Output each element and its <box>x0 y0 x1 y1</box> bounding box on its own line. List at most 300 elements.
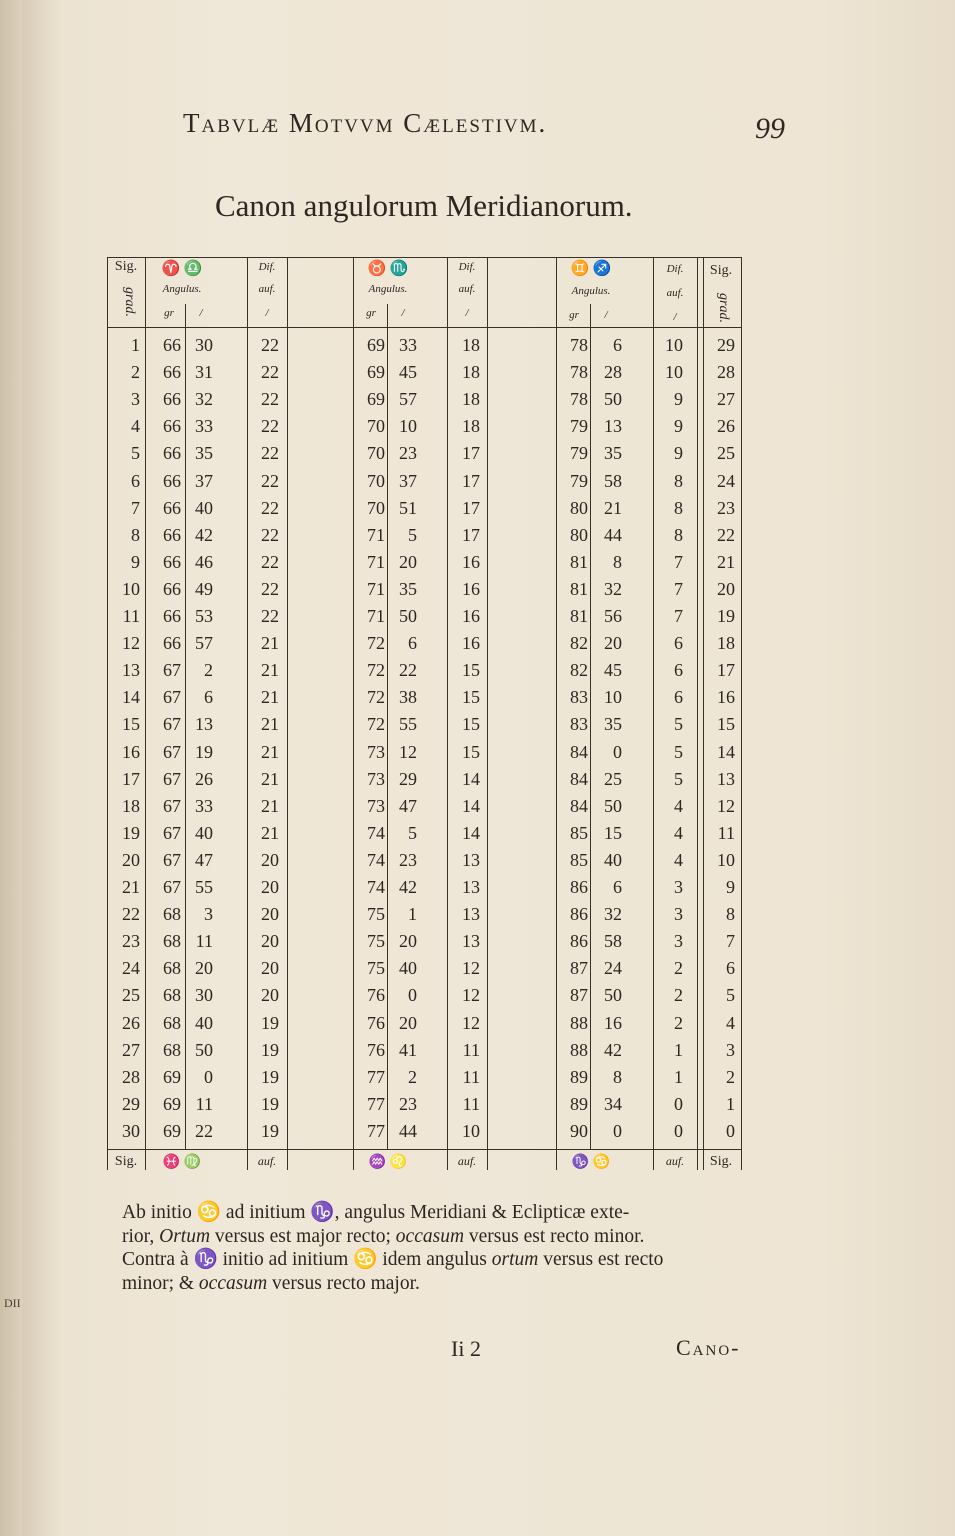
table-cell-g: 12 <box>122 633 140 654</box>
table-cell-a2: 76 <box>367 1039 385 1060</box>
table-cell-m1: 6 <box>204 687 213 708</box>
header-min-dif-1: / <box>265 307 269 319</box>
table-cell-a2: 77 <box>367 1093 385 1114</box>
table-cell-d1: 22 <box>261 470 279 491</box>
table-cell-a3: 82 <box>570 633 588 654</box>
table-cell-g: 30 <box>122 1120 140 1141</box>
table-cell-a1: 69 <box>163 1066 181 1087</box>
table-cell-m2: 35 <box>399 578 417 599</box>
footer-sig-left: Sig. <box>114 1154 138 1169</box>
table-cell-d2: 18 <box>462 335 480 355</box>
table-cell-m3: 44 <box>604 524 622 545</box>
header-angulus-3: Angulus. <box>571 285 611 297</box>
table-cell-a3: 78 <box>570 335 588 355</box>
table-cell-a3: 79 <box>570 443 588 464</box>
table-cell-d1: 19 <box>261 1093 279 1114</box>
table-cell-m3: 10 <box>604 687 622 708</box>
table-cell-d2: 11 <box>462 1093 480 1114</box>
table-cell-d3: 4 <box>674 795 683 816</box>
table-bottom-rule <box>107 1149 741 1150</box>
table-cell-m3: 8 <box>613 551 622 572</box>
table-cell-a2: 72 <box>367 687 385 708</box>
table-cell-a2: 69 <box>367 335 385 355</box>
table-cell-a1: 67 <box>163 687 181 708</box>
table-cell-m3: 32 <box>604 904 622 925</box>
table-cell-r: 14 <box>717 741 735 762</box>
table-cell-m1: 40 <box>195 1012 213 1033</box>
table-cell-d2: 18 <box>462 389 480 410</box>
table-cell-d1: 22 <box>261 443 279 464</box>
table-cell-g: 21 <box>122 877 140 897</box>
table-cell-m1: 55 <box>195 877 213 897</box>
table-cell-g: 20 <box>122 849 140 870</box>
table-cell-m1: 3 <box>204 904 213 925</box>
table-cell-d2: 16 <box>462 551 480 572</box>
table-cell-r: 9 <box>726 877 735 897</box>
table-cell-a3: 79 <box>570 470 588 491</box>
angle-subcolumn-rule <box>590 304 591 1150</box>
table-cell-d2: 13 <box>462 931 480 952</box>
table-cell-g: 5 <box>131 443 140 464</box>
table-cell-a1: 66 <box>163 470 181 491</box>
header-min-dif-3: / <box>673 311 677 323</box>
table-cell-a3: 84 <box>570 741 588 762</box>
table-cell-r: 21 <box>717 551 735 572</box>
header-signs-taurus-scorpio: ♉ ♏ <box>367 261 409 277</box>
table-cell-a2: 72 <box>367 660 385 681</box>
table-cell-r: 24 <box>717 470 735 491</box>
table-cell-a3: 79 <box>570 416 588 437</box>
footer-signs-capricorn-cancer: ♑ ♋ <box>571 1155 611 1170</box>
table-cell-r: 16 <box>717 687 735 708</box>
table-cell-a3: 86 <box>570 904 588 925</box>
table-cell-m3: 35 <box>604 443 622 464</box>
table-cell-a2: 69 <box>367 362 385 383</box>
table-cell-a3: 86 <box>570 931 588 952</box>
table-cell-g: 23 <box>122 931 140 952</box>
header-dif-3: Dif. <box>666 263 684 275</box>
table-cell-d2: 13 <box>462 904 480 925</box>
table-cell-a3: 85 <box>570 849 588 870</box>
table-cell-d1: 20 <box>261 877 279 897</box>
note-text: versus recto major. <box>267 1272 420 1294</box>
table-cell-d1: 22 <box>261 362 279 383</box>
note-italic: Ortum <box>159 1225 211 1247</box>
table-cell-m1: 11 <box>195 931 213 952</box>
table-cell-m1: 47 <box>195 849 213 870</box>
table-cell-a2: 71 <box>367 578 385 599</box>
table-cell-d1: 22 <box>261 416 279 437</box>
table-cell-g: 19 <box>122 822 140 843</box>
note-text: rior, <box>122 1225 160 1247</box>
table-cell-a2: 74 <box>367 822 385 843</box>
header-min-3: / <box>604 309 608 321</box>
table-cell-a1: 68 <box>163 958 181 979</box>
table-cell-m3: 0 <box>613 1120 622 1141</box>
table-cell-d3: 5 <box>674 714 683 735</box>
table-cell-d3: 1 <box>674 1066 683 1087</box>
header-min-dif-2: / <box>465 307 469 319</box>
table-cell-d1: 22 <box>261 389 279 410</box>
table-cell-g: 17 <box>122 768 140 789</box>
header-min-1: / <box>199 307 203 319</box>
table-cell-a1: 66 <box>163 524 181 545</box>
note-text: versus est recto <box>538 1249 664 1270</box>
table-cell-m3: 58 <box>604 931 622 952</box>
table-cell-a1: 68 <box>163 931 181 952</box>
table-cell-m1: 2 <box>204 660 213 681</box>
table-cell-a3: 81 <box>570 551 588 572</box>
table-cell-d2: 11 <box>462 1039 480 1060</box>
table-title: Canon angulorum Meridianorum. <box>215 188 633 223</box>
table-cell-d3: 3 <box>674 904 683 925</box>
table-cell-d2: 11 <box>462 1066 480 1087</box>
table-cell-a2: 74 <box>367 849 385 870</box>
header-grad-left: grad. <box>122 287 137 317</box>
table-cell-r: 19 <box>717 606 735 626</box>
table-cell-a1: 67 <box>163 768 181 789</box>
table-cell-a1: 69 <box>163 1120 181 1141</box>
table-cell-d1: 19 <box>261 1120 279 1141</box>
header-gr-1: gr <box>164 307 174 319</box>
footer-sig-right: Sig. <box>709 1154 733 1169</box>
table-cell-m2: 20 <box>399 1012 417 1033</box>
table-cell-a1: 66 <box>163 389 181 410</box>
table-cell-a2: 72 <box>367 714 385 735</box>
table-cell-d1: 22 <box>261 606 279 626</box>
table-cell-m3: 6 <box>613 877 622 897</box>
table-cell-d1: 21 <box>261 795 279 816</box>
table-cell-a1: 66 <box>163 578 181 599</box>
table-cell-d2: 10 <box>462 1120 480 1141</box>
table-cell-g: 4 <box>131 416 140 437</box>
table-cell-a2: 76 <box>367 985 385 1006</box>
table-cell-m2: 6 <box>408 633 417 654</box>
table-cell-d2: 15 <box>462 741 480 762</box>
table-cell-d1: 19 <box>261 1012 279 1033</box>
table-cell-d2: 16 <box>462 606 480 626</box>
table-cell-d1: 20 <box>261 958 279 979</box>
table-cell-d3: 9 <box>674 443 683 464</box>
table-cell-d1: 22 <box>261 335 279 355</box>
table-cell-r: 23 <box>717 497 735 518</box>
table-cell-a1: 66 <box>163 633 181 654</box>
table-cell-a2: 70 <box>367 416 385 437</box>
signature-mark: Ii 2 <box>451 1336 481 1361</box>
table-column-rule <box>287 257 288 1170</box>
table-top-rule <box>107 257 741 258</box>
table-cell-a2: 76 <box>367 1012 385 1033</box>
table-cell-a2: 73 <box>367 741 385 762</box>
table-cell-m2: 51 <box>399 497 417 518</box>
table-cell-d3: 6 <box>674 633 683 654</box>
header-rule <box>107 327 741 328</box>
table-cell-m2: 40 <box>399 958 417 979</box>
table-cell-m1: 33 <box>195 416 213 437</box>
table-cell-g: 9 <box>131 551 140 572</box>
table-cell-m1: 31 <box>195 362 213 383</box>
table-cell-a1: 68 <box>163 1039 181 1060</box>
table-cell-d3: 3 <box>674 931 683 952</box>
table-cell-d2: 14 <box>462 822 480 843</box>
table-cell-d2: 12 <box>462 958 480 979</box>
table-cell-m1: 40 <box>195 822 213 843</box>
table-cell-d2: 15 <box>462 660 480 681</box>
facing-page-edge <box>0 0 23 1536</box>
note-text: versus est major recto; <box>210 1225 396 1247</box>
table-cell-g: 24 <box>122 958 140 979</box>
facing-page-fragment: DII <box>4 1296 21 1310</box>
table-cell-a3: 87 <box>570 985 588 1006</box>
table-cell-g: 14 <box>122 687 140 708</box>
table-cell-a3: 88 <box>570 1039 588 1060</box>
table-cell-m3: 28 <box>604 362 622 383</box>
footer-auf-3: auf. <box>665 1154 685 1168</box>
note-italic: occasum <box>198 1272 268 1294</box>
table-cell-m3: 42 <box>604 1039 622 1060</box>
table-cell-r: 7 <box>726 931 735 952</box>
table-cell-m3: 50 <box>604 985 622 1006</box>
table-cell-a3: 80 <box>570 524 588 545</box>
table-cell-d2: 15 <box>462 714 480 735</box>
table-cell-g: 10 <box>122 578 140 599</box>
table-cell-a1: 66 <box>163 497 181 518</box>
table-cell-m1: 26 <box>195 768 213 789</box>
table-cell-d1: 20 <box>261 904 279 925</box>
table-cell-g: 1 <box>131 335 140 355</box>
table-cell-m2: 45 <box>399 362 417 383</box>
table-cell-d3: 2 <box>674 985 683 1006</box>
header-auf-2: auf. <box>458 283 476 295</box>
table-cell-m1: 0 <box>204 1066 213 1087</box>
table-cell-m2: 42 <box>399 877 417 897</box>
table-cell-d2: 17 <box>462 497 480 518</box>
table-cell-a1: 68 <box>163 985 181 1006</box>
table-cell-m2: 29 <box>399 768 417 789</box>
table-cell-a2: 70 <box>367 497 385 518</box>
header-signs-gemini-sagittarius: ♊ ♐ <box>570 261 612 277</box>
table-cell-a2: 75 <box>367 904 385 925</box>
table-cell-r: 6 <box>726 958 735 979</box>
note-text: versus est recto minor. <box>464 1225 645 1247</box>
table-cell-a1: 68 <box>163 1012 181 1033</box>
header-grad-right: grad. <box>716 293 731 323</box>
table-cell-m2: 5 <box>408 822 417 843</box>
table-cell-g: 16 <box>122 741 140 762</box>
table-cell-d1: 21 <box>261 660 279 681</box>
table-column-rule <box>145 257 146 1170</box>
meridian-angle-table <box>107 257 741 1170</box>
table-cell-a3: 84 <box>570 795 588 816</box>
table-cell-d1: 21 <box>261 822 279 843</box>
table-cell-m3: 20 <box>604 633 622 654</box>
table-cell-d1: 21 <box>261 714 279 735</box>
table-cell-a1: 67 <box>163 795 181 816</box>
table-cell-a3: 80 <box>570 497 588 518</box>
table-cell-d3: 5 <box>674 741 683 762</box>
note-line-3 <box>122 1248 722 1272</box>
table-cell-d3: 9 <box>674 416 683 437</box>
table-cell-a3: 81 <box>570 578 588 599</box>
table-cell-d3: 1 <box>674 1039 683 1060</box>
table-cell-m2: 20 <box>399 931 417 952</box>
table-cell-m1: 46 <box>195 551 213 572</box>
table-cell-d3: 2 <box>674 1012 683 1033</box>
table-cell-d3: 8 <box>674 524 683 545</box>
table-cell-m2: 44 <box>399 1120 417 1141</box>
table-column-rule <box>741 257 742 1170</box>
table-cell-d3: 2 <box>674 958 683 979</box>
table-cell-g: 18 <box>122 795 140 816</box>
table-cell-d3: 7 <box>674 606 683 626</box>
table-cell-g: 25 <box>122 985 140 1006</box>
table-cell-m3: 40 <box>604 849 622 870</box>
header-auf-1: auf. <box>258 283 276 295</box>
table-cell-r: 15 <box>717 714 735 735</box>
table-cell-a3: 90 <box>570 1120 588 1141</box>
table-cell-r: 11 <box>717 822 735 843</box>
table-cell-d2: 15 <box>462 687 480 708</box>
table-cell-d3: 7 <box>674 551 683 572</box>
table-cell-a1: 67 <box>163 660 181 681</box>
table-cell-a3: 84 <box>570 768 588 789</box>
table-cell-d3: 8 <box>674 470 683 491</box>
table-cell-a2: 70 <box>367 443 385 464</box>
table-cell-d1: 21 <box>261 741 279 762</box>
table-cell-g: 7 <box>131 497 140 518</box>
table-cell-m2: 55 <box>399 714 417 735</box>
table-cell-a3: 83 <box>570 714 588 735</box>
table-cell-a1: 67 <box>163 877 181 897</box>
table-cell-m1: 53 <box>195 606 213 626</box>
table-cell-r: 0 <box>726 1120 735 1141</box>
table-cell-r: 28 <box>717 362 735 383</box>
explanatory-note <box>122 1201 722 1295</box>
table-cell-m2: 1 <box>408 904 417 925</box>
table-cell-r: 3 <box>726 1039 735 1060</box>
header-angulus-2: Angulus. <box>368 283 408 295</box>
table-cell-m3: 32 <box>604 578 622 599</box>
note-line-1 <box>122 1201 722 1225</box>
table-cell-m1: 35 <box>195 443 213 464</box>
table-cell-g: 11 <box>122 606 140 626</box>
header-gr-2: gr <box>366 307 376 319</box>
table-cell-m1: 37 <box>195 470 213 491</box>
table-cell-a2: 75 <box>367 931 385 952</box>
table-cell-r: 27 <box>717 389 735 410</box>
table-cell-m1: 57 <box>195 633 213 654</box>
table-cell-r: 8 <box>726 904 735 925</box>
table-cell-a3: 89 <box>570 1066 588 1087</box>
table-cell-d1: 20 <box>261 985 279 1006</box>
table-cell-m3: 6 <box>613 335 622 355</box>
table-cell-m2: 0 <box>408 985 417 1006</box>
table-cell-d1: 19 <box>261 1066 279 1087</box>
table-cell-a2: 77 <box>367 1120 385 1141</box>
table-cell-a1: 66 <box>163 443 181 464</box>
table-cell-m1: 13 <box>195 714 213 735</box>
table-cell-m2: 57 <box>399 389 417 410</box>
footer-signs-aquarius-leo: ♒ ♌ <box>368 1155 408 1170</box>
running-head: Tabvlæ Motvvm Cælestivm. <box>183 108 548 138</box>
table-cell-a2: 74 <box>367 877 385 897</box>
table-cell-m1: 11 <box>195 1093 213 1114</box>
table-cell-r: 5 <box>726 985 735 1006</box>
table-cell-a3: 86 <box>570 877 588 897</box>
table-cell-a3: 87 <box>570 958 588 979</box>
table-cell-r: 12 <box>717 795 735 816</box>
table-cell-r: 2 <box>726 1066 735 1087</box>
catchword: Cano- <box>676 1335 741 1360</box>
table-cell-m2: 10 <box>399 416 417 437</box>
header-auf-3: auf. <box>666 287 684 299</box>
table-cell-m3: 25 <box>604 768 622 789</box>
table-cell-d3: 8 <box>674 497 683 518</box>
table-cell-d3: 5 <box>674 768 683 789</box>
table-cell-a3: 83 <box>570 687 588 708</box>
table-cell-d3: 10 <box>665 335 683 355</box>
table-cell-g: 2 <box>131 362 140 383</box>
table-cell-d2: 13 <box>462 849 480 870</box>
table-cell-a1: 66 <box>163 551 181 572</box>
table-cell-m1: 22 <box>195 1120 213 1141</box>
footer-signs-pisces-virgo: ♓ ♍ <box>162 1155 202 1170</box>
header-sig-right: Sig. <box>709 263 733 278</box>
table-cell-a3: 88 <box>570 1012 588 1033</box>
table-cell-a3: 78 <box>570 389 588 410</box>
table-cell-m1: 40 <box>195 497 213 518</box>
table-cell-d2: 16 <box>462 578 480 599</box>
note-text: Ab initio ♋ ad initium ♑, angulus Meridiani & Eclipticæ exte- <box>122 1202 630 1223</box>
header-gr-3: gr <box>569 309 579 321</box>
table-cell-r: 13 <box>717 768 735 789</box>
note-text: minor; & <box>122 1272 199 1294</box>
table-cell-g: 26 <box>122 1012 140 1033</box>
table-cell-d3: 4 <box>674 822 683 843</box>
table-cell-g: 29 <box>122 1093 140 1114</box>
table-cell-m2: 50 <box>399 606 417 626</box>
note-line-4 <box>122 1272 722 1296</box>
table-cell-a2: 77 <box>367 1066 385 1087</box>
footer-auf-1: auf. <box>257 1154 277 1168</box>
table-cell-d2: 18 <box>462 362 480 383</box>
table-cell-d1: 21 <box>261 687 279 708</box>
table-cell-g: 3 <box>131 389 140 410</box>
table-cell-a3: 85 <box>570 822 588 843</box>
table-cell-m2: 38 <box>399 687 417 708</box>
table-cell-m2: 37 <box>399 470 417 491</box>
table-cell-r: 18 <box>717 633 735 654</box>
table-cell-d2: 17 <box>462 524 480 545</box>
note-text: Contra à ♑ initio ad initium ♋ idem angulus <box>122 1249 492 1270</box>
table-cell-d2: 17 <box>462 443 480 464</box>
table-cell-m2: 23 <box>399 443 417 464</box>
table-cell-a1: 66 <box>163 362 181 383</box>
table-cell-g: 13 <box>122 660 140 681</box>
table-cell-m2: 33 <box>399 335 417 355</box>
table-cell-d3: 0 <box>674 1093 683 1114</box>
table-cell-a1: 69 <box>163 1093 181 1114</box>
table-cell-m2: 47 <box>399 795 417 816</box>
table-cell-d3: 3 <box>674 877 683 897</box>
table-cell-d3: 6 <box>674 660 683 681</box>
table-cell-m3: 35 <box>604 714 622 735</box>
table-cell-m1: 50 <box>195 1039 213 1060</box>
table-cell-r: 22 <box>717 524 735 545</box>
table-cell-a1: 66 <box>163 606 181 626</box>
table-cell-r: 4 <box>726 1012 735 1033</box>
table-cell-m3: 15 <box>604 822 622 843</box>
